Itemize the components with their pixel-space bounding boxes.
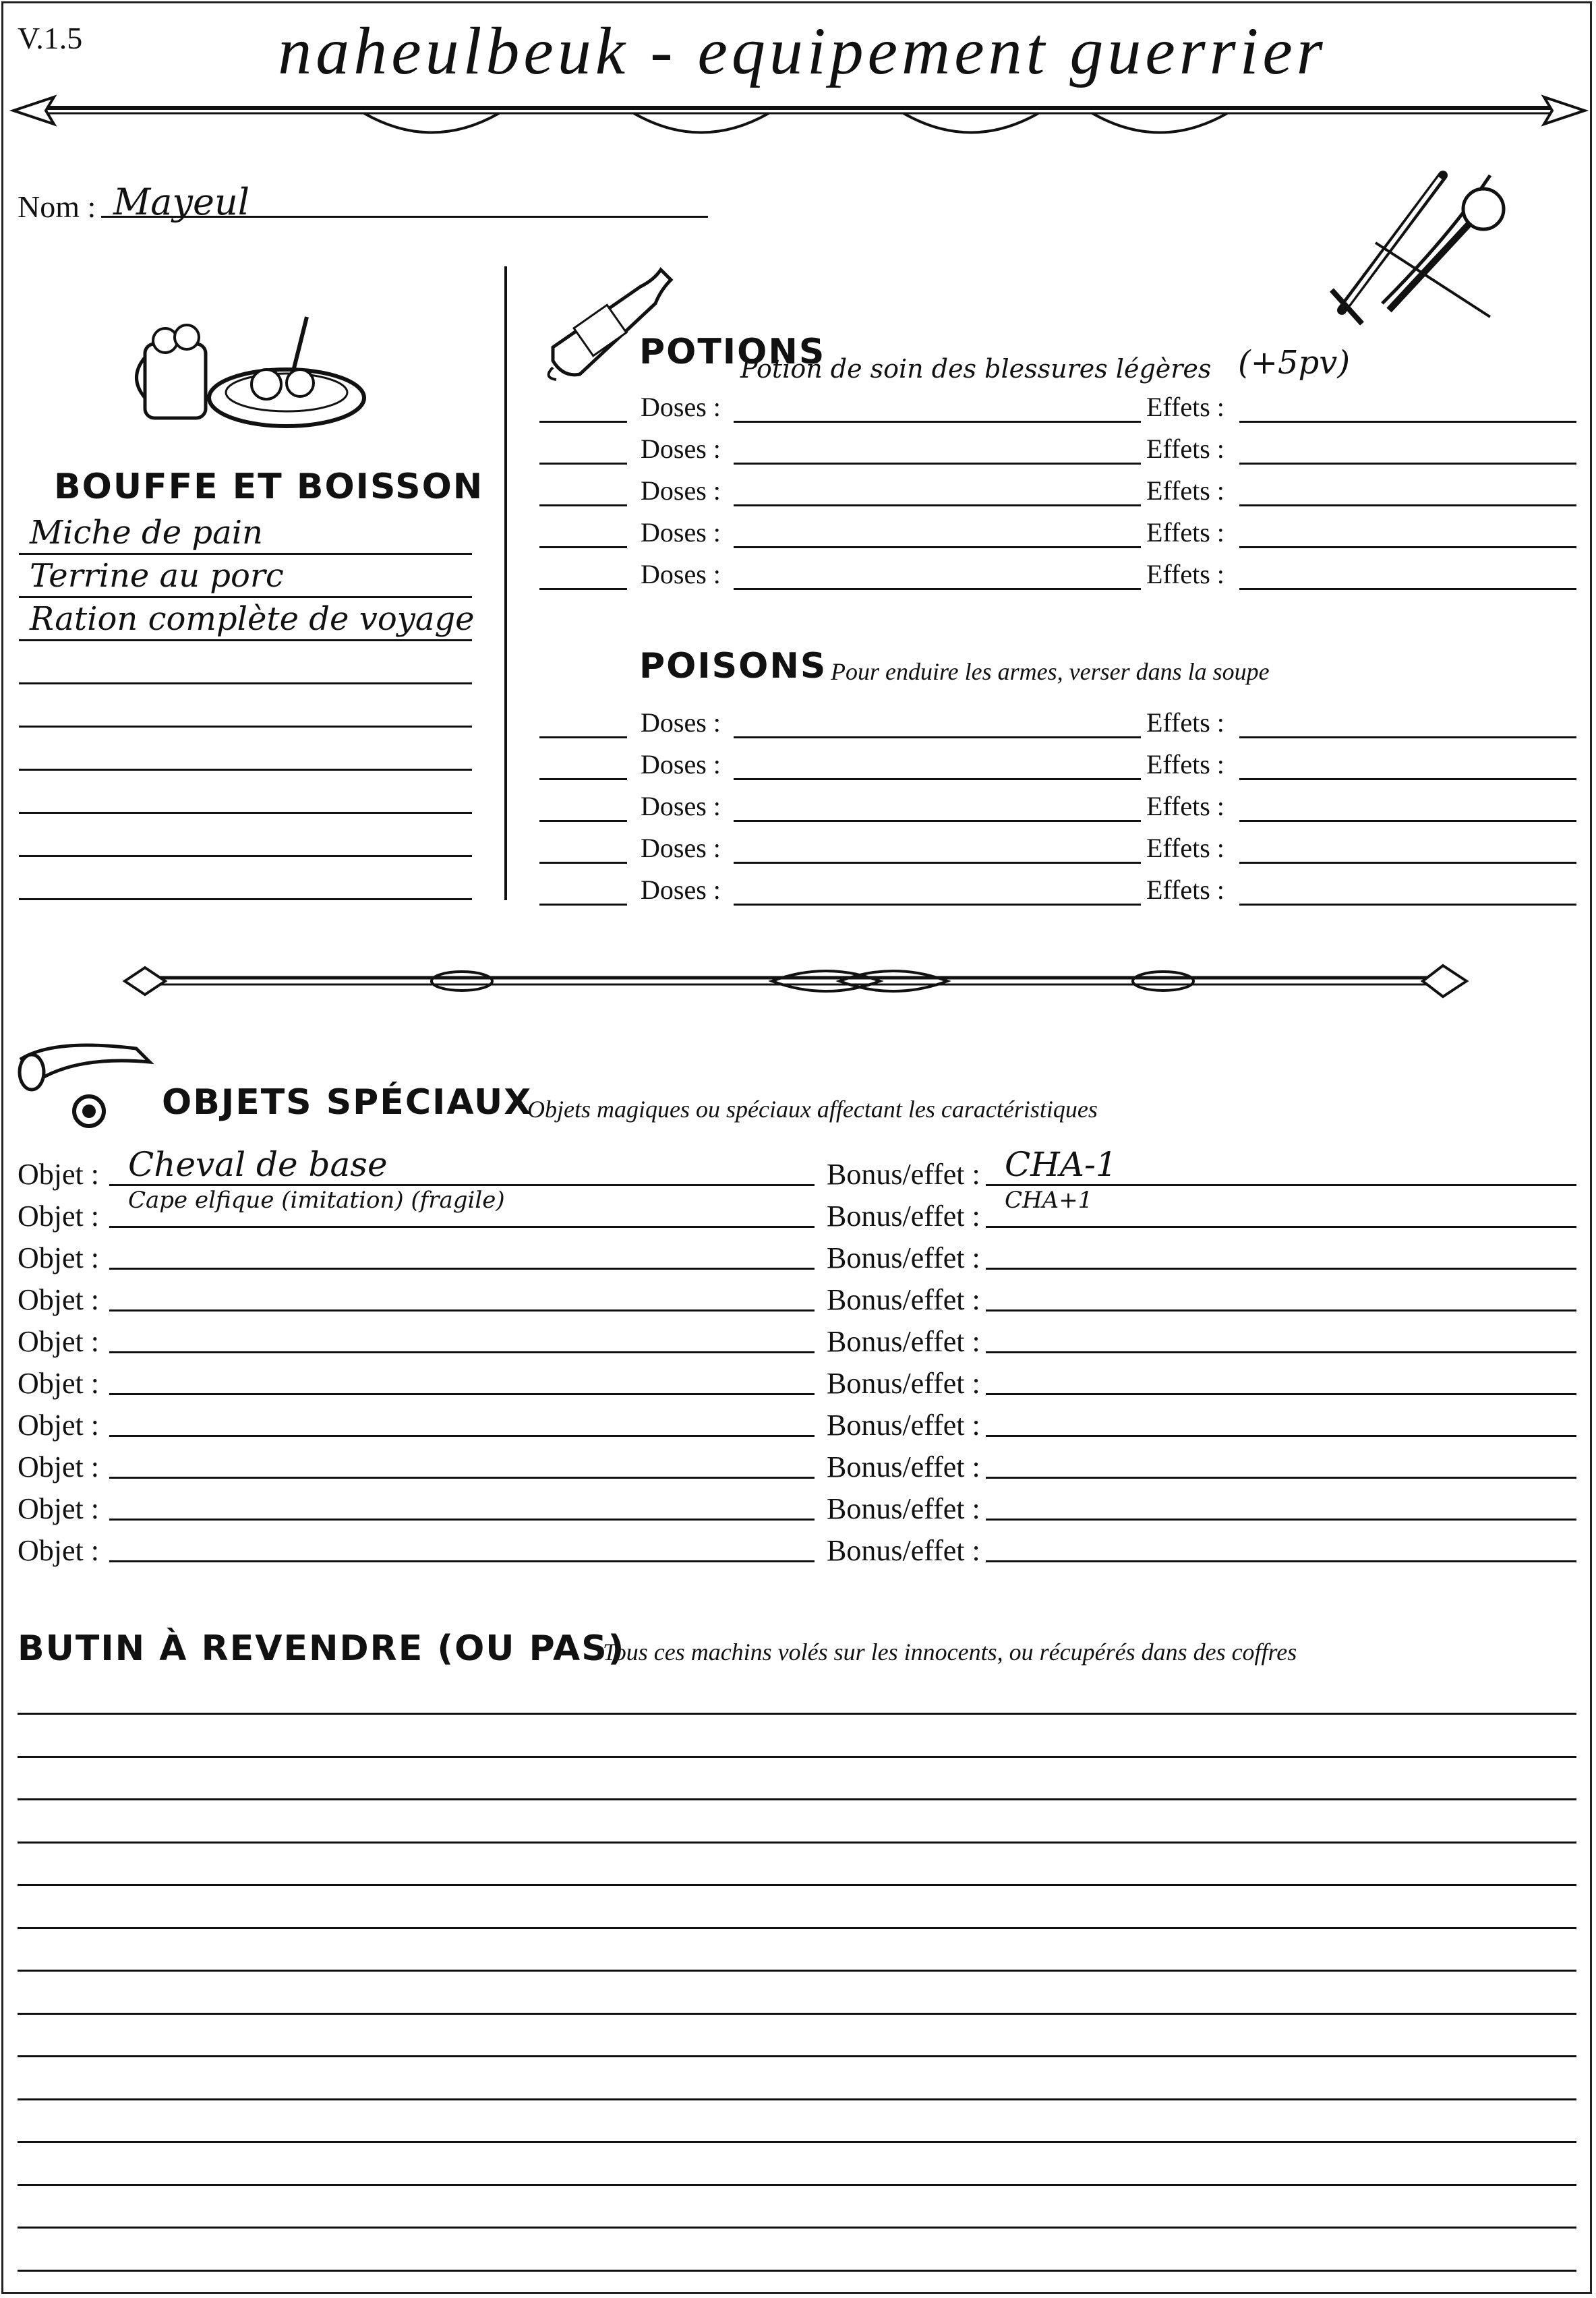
effets-field[interactable] [1239, 546, 1576, 548]
doses-field[interactable] [734, 862, 1141, 864]
objet-line [109, 1477, 815, 1479]
food-item[interactable]: Terrine au porc [30, 557, 284, 595]
poisons-heading: POISONS [639, 646, 827, 686]
weapons-icon [1328, 155, 1524, 337]
doses-label: Doses : [641, 875, 721, 905]
special-items-subtitle: Objets magiques ou spéciaux affectant les caractéristiques [527, 1096, 1098, 1123]
objet-label: Objet : [18, 1367, 99, 1400]
bonus-label: Bonus/effet : [827, 1534, 980, 1567]
effets-label: Effets : [1146, 517, 1224, 548]
quantity-field[interactable] [539, 820, 627, 822]
effets-field[interactable] [1239, 463, 1576, 465]
doses-label: Doses : [641, 791, 721, 821]
objet-line [109, 1309, 815, 1312]
objet-label: Objet : [18, 1534, 99, 1567]
bonus-label: Bonus/effet : [827, 1325, 980, 1358]
bonus-line [986, 1226, 1576, 1228]
objet-label: Objet : [18, 1158, 99, 1191]
bonus-line [986, 1393, 1576, 1395]
bonus-field[interactable]: CHA+1 [1005, 1187, 1093, 1214]
column-divider [504, 266, 507, 900]
food-plate-icon [138, 303, 367, 432]
version-label: V.1.5 [18, 21, 83, 55]
potion-note-extra: (+5pv) [1238, 344, 1351, 382]
bonus-field[interactable]: CHA-1 [1005, 1145, 1117, 1184]
doses-field[interactable] [734, 463, 1141, 465]
scroll-ring-icon [15, 1032, 156, 1133]
doses-field[interactable] [734, 736, 1141, 738]
loot-line[interactable] [18, 2227, 1576, 2229]
quantity-field[interactable] [539, 862, 627, 864]
bonus-line [986, 1351, 1576, 1353]
doses-label: Doses : [641, 749, 721, 779]
bonus-line [986, 1477, 1576, 1479]
effets-label: Effets : [1146, 791, 1224, 821]
objet-line [109, 1435, 815, 1437]
effets-label: Effets : [1146, 833, 1224, 863]
effets-field[interactable] [1239, 904, 1576, 906]
food-line [19, 682, 472, 684]
objet-label: Objet : [18, 1200, 99, 1233]
objet-label: Objet : [18, 1325, 99, 1358]
objet-label: Objet : [18, 1450, 99, 1483]
doses-label: Doses : [641, 833, 721, 863]
effets-label: Effets : [1146, 392, 1224, 422]
doses-field[interactable] [734, 504, 1141, 506]
effets-label: Effets : [1146, 749, 1224, 779]
doses-label: Doses : [641, 707, 721, 738]
loot-subtitle: Tous ces machins volés sur les innocents, ou récupérés dans des coffres [603, 1639, 1297, 1666]
doses-field[interactable] [734, 820, 1141, 822]
doses-label: Doses : [641, 559, 721, 589]
effets-label: Effets : [1146, 434, 1224, 464]
loot-line[interactable] [18, 2098, 1576, 2100]
loot-line[interactable] [18, 1884, 1576, 1886]
doses-field[interactable] [734, 421, 1141, 423]
effets-field[interactable] [1239, 820, 1576, 822]
loot-line[interactable] [18, 1927, 1576, 1929]
bonus-label: Bonus/effet : [827, 1158, 980, 1191]
bonus-label: Bonus/effet : [827, 1367, 980, 1400]
doses-field[interactable] [734, 588, 1141, 590]
doses-label: Doses : [641, 475, 721, 506]
food-line [19, 898, 472, 900]
name-field[interactable]: Mayeul [113, 181, 249, 223]
objet-line [109, 1519, 815, 1521]
effets-label: Effets : [1146, 707, 1224, 738]
bonus-label: Bonus/effet : [827, 1409, 980, 1442]
effets-label: Effets : [1146, 559, 1224, 589]
quantity-field[interactable] [539, 463, 627, 465]
food-line [19, 596, 472, 598]
food-line [19, 769, 472, 771]
quantity-field[interactable] [539, 904, 627, 906]
quantity-field[interactable] [539, 778, 627, 780]
poisons-subtitle: Pour enduire les armes, verser dans la soupe [831, 658, 1270, 685]
loot-line[interactable] [18, 1756, 1576, 1758]
effets-field[interactable] [1239, 778, 1576, 780]
loot-line[interactable] [18, 2055, 1576, 2057]
loot-line[interactable] [18, 2184, 1576, 2186]
doses-label: Doses : [641, 392, 721, 422]
food-item[interactable]: Miche de pain [30, 514, 263, 552]
objet-line [109, 1393, 815, 1395]
doses-label: Doses : [641, 517, 721, 548]
doses-field[interactable] [734, 904, 1141, 906]
bonus-label: Bonus/effet : [827, 1492, 980, 1525]
name-label: Nom : [18, 189, 96, 224]
bonus-line [986, 1560, 1576, 1562]
effets-field[interactable] [1239, 504, 1576, 506]
objet-line [109, 1268, 815, 1270]
effets-field[interactable] [1239, 588, 1576, 590]
bonus-line [986, 1519, 1576, 1521]
potion-note: Potion de soin des blessures légères [740, 354, 1212, 384]
objet-field[interactable]: Cape elfique (imitation) (fragile) [128, 1187, 505, 1214]
loot-line[interactable] [18, 2141, 1576, 2143]
objet-label: Objet : [18, 1241, 99, 1274]
special-items-heading: OBJETS SPÉCIAUX [162, 1082, 533, 1123]
bonus-label: Bonus/effet : [827, 1241, 980, 1274]
bonus-line [986, 1309, 1576, 1312]
quantity-field[interactable] [539, 421, 627, 423]
objet-label: Objet : [18, 1283, 99, 1316]
effets-label: Effets : [1146, 475, 1224, 506]
objet-line [109, 1560, 815, 1562]
bonus-label: Bonus/effet : [827, 1283, 980, 1316]
objet-line [109, 1184, 815, 1186]
quantity-field[interactable] [539, 736, 627, 738]
food-line [19, 812, 472, 814]
objet-label: Objet : [18, 1409, 99, 1442]
effets-field[interactable] [1239, 736, 1576, 738]
quantity-field[interactable] [539, 504, 627, 506]
loot-line[interactable] [18, 2270, 1576, 2272]
objet-field[interactable]: Cheval de base [128, 1145, 388, 1184]
loot-line[interactable] [18, 1842, 1576, 1844]
bonus-label: Bonus/effet : [827, 1450, 980, 1483]
food-line [19, 639, 472, 641]
spear-divider-icon [13, 88, 1585, 148]
objet-label: Objet : [18, 1492, 99, 1525]
doses-field[interactable] [734, 778, 1141, 780]
bonus-line [986, 1268, 1576, 1270]
food-line [19, 855, 472, 857]
objet-line [109, 1226, 815, 1228]
doses-label: Doses : [641, 434, 721, 464]
effets-label: Effets : [1146, 875, 1224, 905]
loot-line[interactable] [18, 1713, 1576, 1715]
page-title: naheulbeuk - equipement guerrier [278, 13, 1327, 88]
staff-divider-icon [125, 958, 1467, 1005]
loot-line[interactable] [18, 1970, 1576, 1972]
loot-line[interactable] [18, 1798, 1576, 1800]
bonus-label: Bonus/effet : [827, 1200, 980, 1233]
bonus-line [986, 1184, 1576, 1186]
food-item[interactable]: Ration complète de voyage [30, 600, 475, 638]
food-line [19, 553, 472, 555]
loot-line[interactable] [18, 2013, 1576, 2015]
food-line [19, 726, 472, 728]
loot-heading: BUTIN À REVENDRE (OU PAS) [18, 1628, 626, 1669]
quantity-field[interactable] [539, 588, 627, 590]
effets-field[interactable] [1239, 421, 1576, 423]
doses-field[interactable] [734, 546, 1141, 548]
quantity-field[interactable] [539, 546, 627, 548]
bonus-line [986, 1435, 1576, 1437]
potions-heading: POTIONS [639, 332, 826, 372]
objet-line [109, 1351, 815, 1353]
food-heading: BOUFFE ET BOISSON [54, 467, 484, 507]
effets-field[interactable] [1239, 862, 1576, 864]
